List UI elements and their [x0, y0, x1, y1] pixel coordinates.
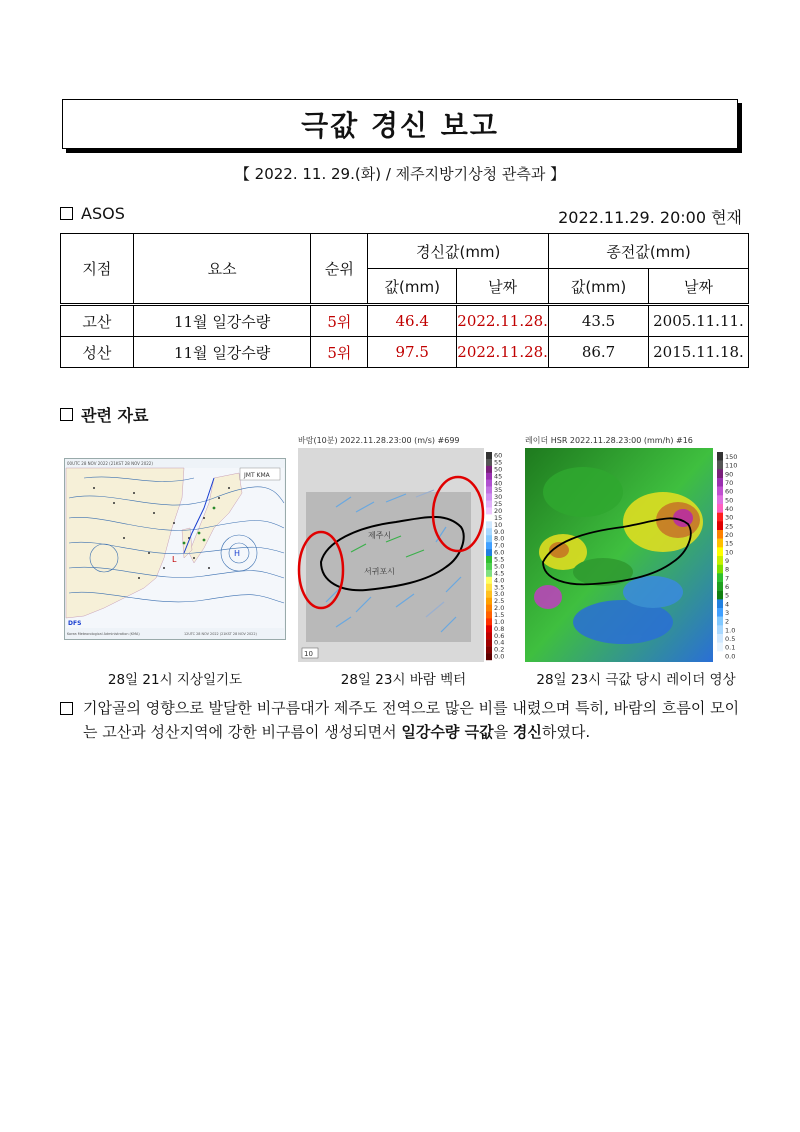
wind-color-bar [486, 452, 492, 660]
scale-label: 60 [494, 451, 503, 460]
map-footer-time: 12UTC 28 NOV 2022 (21KST 28 NOV 2022) [184, 632, 257, 636]
summary-note [60, 696, 750, 744]
scale-label: 20 [725, 530, 734, 539]
scale-swatch [717, 573, 723, 582]
wind-header: 바람(10분) 2022.11.28.23:00 (m/s) #699 [298, 436, 460, 445]
scale-swatch [486, 466, 492, 473]
scale-label: 3.0 [494, 590, 505, 599]
scale-label: 25 [494, 500, 503, 509]
scale-label: 1.0 [725, 626, 736, 635]
prev-value-cell: 86.7 [549, 337, 649, 368]
scale-label: 0.5 [725, 634, 736, 643]
scale-label: 2.5 [494, 597, 505, 606]
scale-label: 6.0 [494, 548, 505, 557]
scale-label: 40 [725, 504, 734, 513]
header-station: 지점 [61, 234, 134, 305]
new-date-cell: 2022.11.28. [457, 337, 549, 368]
scale-swatch [486, 653, 492, 660]
table-row [61, 305, 749, 337]
low-pressure-label: L [172, 555, 177, 564]
scale-label: 0.6 [494, 631, 505, 640]
scale-label: 1.0 [494, 617, 505, 626]
scale-swatch [486, 611, 492, 618]
scale-swatch [486, 542, 492, 549]
scale-label: 150 [725, 452, 738, 461]
map-header-label: 00UTC 28 NOV 2022 (21KST 28 NOV 2022) [67, 461, 153, 466]
note-part1: 기압골의 영향으로 발달한 비구름대가 제주도 전역으로 많은 비를 내렸으며 특히, 바람의 흐름이 모이는 고산과 성산지역에 강한 비구름이 생성되면서 [83, 699, 740, 741]
wind-figure [296, 432, 511, 668]
scale-swatch [717, 634, 723, 643]
scale-label: 4.5 [494, 569, 505, 578]
scale-label: 5 [725, 591, 730, 600]
scale-swatch [717, 521, 723, 530]
radar-color-bar [717, 452, 723, 660]
scale-label: 0.1 [725, 643, 736, 652]
scale-label: 7.0 [494, 541, 505, 550]
scale-swatch [717, 608, 723, 617]
weather-map-figure [64, 458, 286, 644]
scale-label: 4.0 [494, 576, 505, 585]
scale-swatch [717, 478, 723, 487]
prev-value-cell: 43.5 [549, 305, 649, 337]
station-cell: 성산 [61, 337, 134, 368]
note-bold2: 경신 [512, 723, 542, 741]
surface-weather-map [64, 458, 286, 640]
scale-label: 0.0 [725, 652, 736, 661]
scale-label: 0.2 [494, 645, 505, 654]
scale-label: 0.4 [494, 638, 505, 647]
scale-swatch [486, 570, 492, 577]
scale-label: 8.0 [494, 534, 505, 543]
scale-swatch [486, 605, 492, 612]
scale-label: 5.0 [494, 562, 505, 571]
scale-label: 4 [725, 600, 730, 609]
scale-swatch [717, 599, 723, 608]
scale-label: 50 [494, 465, 503, 474]
scale-swatch [486, 487, 492, 494]
records-table [60, 233, 749, 368]
radar-image [523, 432, 743, 664]
scale-label: 25 [725, 522, 734, 531]
scale-label: 9.0 [494, 527, 505, 536]
note-text [83, 696, 750, 744]
scale-label: 2 [725, 617, 730, 626]
scale-label: 55 [494, 458, 503, 467]
scale-label: 3 [725, 608, 730, 617]
title-box [62, 99, 738, 149]
scale-swatch [486, 521, 492, 528]
checkbox-square-icon [60, 408, 73, 421]
asos-section-heading [60, 204, 125, 223]
related-section-heading [60, 403, 148, 426]
scale-label: 7 [725, 574, 730, 583]
scale-label: 15 [725, 539, 734, 548]
subtitle: 【 2022. 11. 29.(화) / 제주지방기상청 관측과 】 [234, 165, 566, 183]
scale-label: 90 [725, 470, 734, 479]
scale-label: 0.8 [494, 624, 505, 633]
high-pressure-label: H [234, 549, 241, 558]
scale-label: 6 [725, 582, 730, 591]
map-dfs-label: DFS [68, 620, 82, 627]
scale-label: 35 [494, 486, 503, 495]
scale-label: 0.0 [494, 652, 505, 661]
scale-label: 15 [494, 513, 503, 522]
scale-swatch [717, 582, 723, 591]
scale-swatch [717, 565, 723, 574]
page-title: 극값 경신 보고 [301, 109, 499, 142]
scale-swatch [486, 646, 492, 653]
station-cell: 고산 [61, 305, 134, 337]
scale-swatch [717, 617, 723, 626]
asos-label: ASOS [81, 204, 125, 223]
scale-swatch [486, 459, 492, 466]
map-logo-label: JMT KMA [244, 472, 270, 479]
header-element: 요소 [133, 234, 311, 305]
scale-swatch [717, 643, 723, 652]
jeju-city-label: 제주시 [368, 531, 392, 540]
scale-swatch [486, 584, 492, 591]
scale-label: 40 [494, 479, 503, 488]
scale-swatch [486, 556, 492, 563]
scale-swatch [717, 547, 723, 556]
scale-swatch [717, 539, 723, 548]
new-date-cell: 2022.11.28. [457, 305, 549, 337]
scale-label: 30 [725, 513, 734, 522]
header-new-val: 값(mm) [368, 269, 457, 305]
radar-header: 레이더 HSR 2022.11.28.23:00 (mm/h) #16 [525, 436, 693, 445]
weather-map-caption: 28일 21시 지상일기도 [107, 672, 243, 688]
wind-caption: 28일 23시 바람 벡터 [340, 672, 467, 688]
header-new-date: 날짜 [457, 269, 549, 305]
scale-swatch [486, 632, 492, 639]
scale-swatch [717, 530, 723, 539]
prev-date-cell: 2005.11.11. [648, 305, 748, 337]
report-timestamp: 2022.11.29. 20:00 현재 [558, 208, 742, 227]
prev-date-cell: 2015.11.18. [648, 337, 748, 368]
new-value-cell: 46.4 [368, 305, 457, 337]
scale-swatch [717, 487, 723, 496]
element-cell: 11월 일강수량 [133, 337, 311, 368]
related-label: 관련 자료 [81, 406, 149, 425]
scale-swatch [486, 591, 492, 598]
header-prev-val: 값(mm) [549, 269, 649, 305]
scale-swatch [717, 513, 723, 522]
scale-label: 45 [494, 472, 503, 481]
scale-label: 9 [725, 556, 730, 565]
wind-scale-box: 10 [304, 650, 313, 658]
scale-swatch [717, 452, 723, 461]
scale-swatch [486, 507, 492, 514]
scale-label: 2.0 [494, 604, 505, 613]
scale-swatch [486, 625, 492, 632]
table-row [61, 337, 749, 368]
map-footer-org: Korea Meteorological Administration (KMA) [67, 632, 140, 636]
scale-label: 50 [725, 496, 734, 505]
scale-label: 10 [725, 548, 734, 557]
scale-swatch [717, 461, 723, 470]
scale-swatch [717, 556, 723, 565]
scale-label: 10 [494, 520, 503, 529]
scale-swatch [717, 651, 723, 660]
scale-swatch [717, 625, 723, 634]
scale-swatch [486, 563, 492, 570]
radar-caption: 28일 23시 극값 당시 레이더 영상 [536, 672, 736, 688]
scale-swatch [486, 494, 492, 501]
scale-swatch [486, 452, 492, 459]
wind-vector-map [296, 432, 511, 664]
scale-swatch [486, 473, 492, 480]
seogwipo-label: 서귀포시 [364, 567, 395, 576]
scale-swatch [486, 639, 492, 646]
header-new-value: 경신값(mm) [368, 234, 549, 269]
scale-swatch [486, 535, 492, 542]
scale-label: 20 [494, 507, 503, 516]
note-part2: 을 [493, 723, 513, 741]
element-cell: 11월 일강수량 [133, 305, 311, 337]
scale-swatch [486, 598, 492, 605]
rank-cell: 5위 [311, 305, 368, 337]
scale-label: 8 [725, 565, 730, 574]
checkbox-square-icon [60, 702, 73, 715]
scale-swatch [717, 469, 723, 478]
checkbox-square-icon [60, 207, 73, 220]
note-part3: 하였다. [541, 723, 591, 741]
scale-label: 110 [725, 461, 738, 470]
scale-swatch [486, 618, 492, 625]
scale-swatch [717, 504, 723, 513]
scale-label: 70 [725, 478, 734, 487]
scale-swatch [486, 480, 492, 487]
scale-label: 5.5 [494, 555, 505, 564]
scale-swatch [486, 501, 492, 508]
rank-cell: 5위 [311, 337, 368, 368]
header-prev-date: 날짜 [648, 269, 748, 305]
scale-swatch [486, 577, 492, 584]
scale-swatch [717, 495, 723, 504]
new-value-cell: 97.5 [368, 337, 457, 368]
header-rank: 순위 [311, 234, 368, 305]
header-previous: 종전값(mm) [549, 234, 749, 269]
note-bold1: 일강수량 극값 [401, 723, 494, 741]
scale-swatch [486, 549, 492, 556]
radar-figure [523, 432, 743, 668]
scale-swatch [486, 528, 492, 535]
scale-swatch [717, 591, 723, 600]
scale-label: 60 [725, 487, 734, 496]
scale-label: 30 [494, 493, 503, 502]
scale-label: 3.5 [494, 583, 505, 592]
scale-swatch [486, 514, 492, 521]
scale-label: 1.5 [494, 611, 505, 620]
